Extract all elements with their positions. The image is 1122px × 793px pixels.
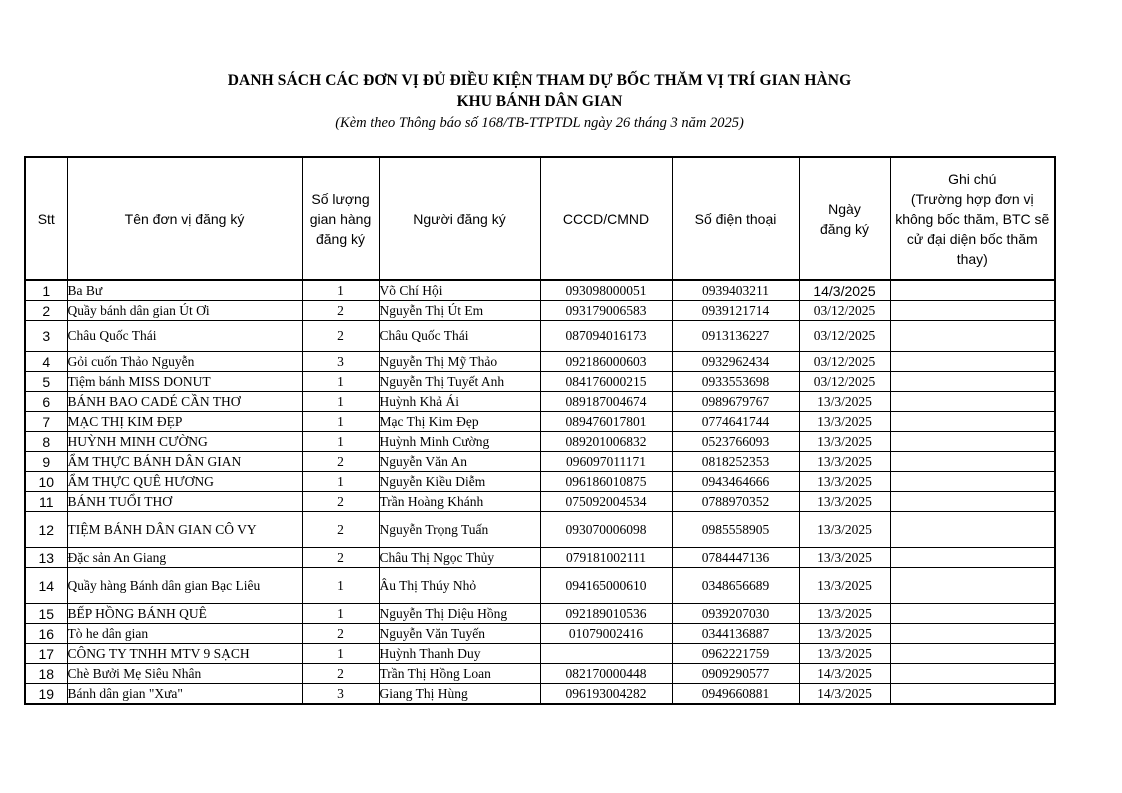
cell-phone: 0939121714: [672, 301, 799, 321]
cell-quantity: 2: [302, 664, 379, 684]
table-row: [25, 352, 1055, 372]
cell-id-card: 092186000603: [540, 352, 672, 372]
cell-stt: 4: [25, 352, 67, 372]
table-row: [25, 412, 1055, 432]
cell-id-card: [540, 644, 672, 664]
cell-name: Quầy bánh dân gian Út Ơi: [67, 301, 302, 321]
cell-phone: 0774641744: [672, 412, 799, 432]
cell-quantity: 1: [302, 372, 379, 392]
cell-name: BẾP HỒNG BÁNH QUÊ: [67, 604, 302, 624]
cell-stt: 2: [25, 301, 67, 321]
document-title-line2: KHU BÁNH DÂN GIAN: [456, 93, 623, 110]
cell-quantity: 2: [302, 452, 379, 472]
cell-stt: 16: [25, 624, 67, 644]
cell-id-card: 089201006832: [540, 432, 672, 452]
cell-note: [890, 301, 1055, 321]
cell-quantity: 1: [302, 604, 379, 624]
cell-phone: 0943464666: [672, 472, 799, 492]
table-row: [25, 644, 1055, 664]
column-header-name: Tên đơn vị đăng ký: [67, 157, 302, 280]
cell-phone: 0523766093: [672, 432, 799, 452]
cell-phone: 0962221759: [672, 644, 799, 664]
cell-quantity: 1: [302, 280, 379, 301]
cell-name: HUỲNH MINH CƯỜNG: [67, 432, 302, 452]
column-header-phone: Số điện thoại: [672, 157, 799, 280]
cell-name: BÁNH BAO CADÉ CẦN THƠ: [67, 392, 302, 412]
cell-registrant: Nguyễn Thị Út Em: [379, 301, 540, 321]
table-row: [25, 280, 1055, 301]
cell-phone: 0344136887: [672, 624, 799, 644]
cell-id-card: 093098000051: [540, 280, 672, 301]
cell-name: Tò he dân gian: [67, 624, 302, 644]
cell-quantity: 1: [302, 472, 379, 492]
cell-date: 13/3/2025: [799, 452, 890, 472]
table-row: [25, 492, 1055, 512]
cell-stt: 19: [25, 684, 67, 705]
cell-note: [890, 568, 1055, 604]
cell-id-card: 093070006098: [540, 512, 672, 548]
cell-name: Quầy hàng Bánh dân gian Bạc Liêu: [67, 568, 302, 604]
cell-registrant: Âu Thị Thúy Nhỏ: [379, 568, 540, 604]
column-header-stt: Stt: [25, 157, 67, 280]
cell-registrant: Nguyễn Trọng Tuấn: [379, 512, 540, 548]
cell-name: Tiệm bánh MISS DONUT: [67, 372, 302, 392]
cell-quantity: 2: [302, 548, 379, 568]
cell-date: 13/3/2025: [799, 432, 890, 452]
cell-date: 13/3/2025: [799, 472, 890, 492]
table-row: [25, 604, 1055, 624]
cell-note: [890, 684, 1055, 705]
cell-phone: 0939403211: [672, 280, 799, 301]
cell-stt: 5: [25, 372, 67, 392]
cell-name: Đặc sản An Giang: [67, 548, 302, 568]
cell-date: 13/3/2025: [799, 644, 890, 664]
cell-stt: 15: [25, 604, 67, 624]
cell-name: Ba Bư: [67, 280, 302, 301]
cell-registrant: Huỳnh Khả Ái: [379, 392, 540, 412]
cell-registrant: Nguyễn Văn Tuyến: [379, 624, 540, 644]
cell-date: 03/12/2025: [799, 352, 890, 372]
table-row: [25, 472, 1055, 492]
cell-id-card: 084176000215: [540, 372, 672, 392]
cell-id-card: 079181002111: [540, 548, 672, 568]
cell-stt: 14: [25, 568, 67, 604]
cell-note: [890, 280, 1055, 301]
column-header-id-card: CCCD/CMND: [540, 157, 672, 280]
cell-date: 13/3/2025: [799, 548, 890, 568]
cell-note: [890, 604, 1055, 624]
cell-quantity: 1: [302, 644, 379, 664]
cell-quantity: 1: [302, 432, 379, 452]
cell-name: Chè Bưởi Mẹ Siêu Nhân: [67, 664, 302, 684]
column-header-quantity: Số lượng gian hàng đăng ký: [302, 157, 379, 280]
cell-phone: 0788970352: [672, 492, 799, 512]
cell-id-card: 087094016173: [540, 321, 672, 352]
cell-id-card: 089187004674: [540, 392, 672, 412]
cell-date: 13/3/2025: [799, 492, 890, 512]
cell-date: 13/3/2025: [799, 392, 890, 412]
table-row: [25, 664, 1055, 684]
cell-date: 14/3/2025: [799, 280, 890, 301]
cell-date: 14/3/2025: [799, 664, 890, 684]
cell-phone: 0985558905: [672, 512, 799, 548]
cell-quantity: 2: [302, 321, 379, 352]
registration-table: [24, 156, 1056, 705]
cell-phone: 0348656689: [672, 568, 799, 604]
cell-registrant: Trần Hoàng Khánh: [379, 492, 540, 512]
cell-id-card: 093179006583: [540, 301, 672, 321]
cell-name: ẨM THỰC BÁNH DÂN GIAN: [67, 452, 302, 472]
cell-phone: 0949660881: [672, 684, 799, 705]
cell-note: [890, 512, 1055, 548]
table-row: [25, 452, 1055, 472]
cell-name: MẠC THỊ KIM ĐẸP: [67, 412, 302, 432]
cell-phone: 0989679767: [672, 392, 799, 412]
table-row: [25, 301, 1055, 321]
cell-phone: 0909290577: [672, 664, 799, 684]
cell-note: [890, 412, 1055, 432]
cell-date: 13/3/2025: [799, 624, 890, 644]
cell-stt: 18: [25, 664, 67, 684]
cell-note: [890, 664, 1055, 684]
cell-stt: 8: [25, 432, 67, 452]
cell-registrant: Huỳnh Thanh Duy: [379, 644, 540, 664]
cell-name: ẨM THỰC QUÊ HƯƠNG: [67, 472, 302, 492]
cell-name: Châu Quốc Thái: [67, 321, 302, 352]
cell-quantity: 1: [302, 392, 379, 412]
cell-date: 13/3/2025: [799, 412, 890, 432]
cell-note: [890, 432, 1055, 452]
cell-note: [890, 472, 1055, 492]
cell-stt: 7: [25, 412, 67, 432]
cell-quantity: 1: [302, 568, 379, 604]
cell-id-card: 075092004534: [540, 492, 672, 512]
cell-id-card: 096097011171: [540, 452, 672, 472]
table-row: [25, 568, 1055, 604]
cell-phone: 0939207030: [672, 604, 799, 624]
cell-name: TIỆM BÁNH DÂN GIAN CÔ VY: [67, 512, 302, 548]
column-header-registrant: Người đăng ký: [379, 157, 540, 280]
table-row: [25, 372, 1055, 392]
cell-stt: 3: [25, 321, 67, 352]
cell-quantity: 2: [302, 492, 379, 512]
cell-registrant: Mạc Thị Kim Đẹp: [379, 412, 540, 432]
cell-quantity: 2: [302, 624, 379, 644]
cell-date: 13/3/2025: [799, 568, 890, 604]
cell-date: 03/12/2025: [799, 321, 890, 352]
document-title-line1: DANH SÁCH CÁC ĐƠN VỊ ĐỦ ĐIỀU KIỆN THAM DỰ BỐC THĂM VỊ TRÍ GIAN HÀNG: [227, 72, 852, 89]
cell-stt: 12: [25, 512, 67, 548]
document-header: [0, 70, 1079, 134]
cell-registrant: Châu Thị Ngọc Thủy: [379, 548, 540, 568]
cell-stt: 10: [25, 472, 67, 492]
table-row: [25, 321, 1055, 352]
cell-phone: 0932962434: [672, 352, 799, 372]
cell-registrant: Võ Chí Hội: [379, 280, 540, 301]
cell-registrant: Huỳnh Minh Cường: [379, 432, 540, 452]
cell-id-card: 096186010875: [540, 472, 672, 492]
cell-quantity: 1: [302, 412, 379, 432]
cell-stt: 13: [25, 548, 67, 568]
cell-note: [890, 392, 1055, 412]
cell-stt: 1: [25, 280, 67, 301]
cell-note: [890, 372, 1055, 392]
cell-note: [890, 624, 1055, 644]
table-row: [25, 548, 1055, 568]
cell-name: CÔNG TY TNHH MTV 9 SẠCH: [67, 644, 302, 664]
cell-date: 03/12/2025: [799, 372, 890, 392]
cell-note: [890, 492, 1055, 512]
table-header-row: [25, 157, 1055, 280]
cell-registrant: Nguyễn Kiều Diễm: [379, 472, 540, 492]
cell-registrant: Nguyễn Thị Mỹ Thảo: [379, 352, 540, 372]
cell-date: 13/3/2025: [799, 512, 890, 548]
cell-stt: 17: [25, 644, 67, 664]
column-header-date: Ngày đăng ký: [799, 157, 890, 280]
cell-date: 14/3/2025: [799, 684, 890, 705]
cell-quantity: 2: [302, 301, 379, 321]
cell-registrant: Giang Thị Hùng: [379, 684, 540, 705]
table-row: [25, 392, 1055, 412]
cell-phone: 0818252353: [672, 452, 799, 472]
document-subtitle: (Kèm theo Thông báo số 168/TB-TTPTDL ngày 26 tháng 3 năm 2025): [335, 115, 744, 131]
cell-name: Bánh dân gian "Xưa": [67, 684, 302, 705]
cell-name: Gỏi cuốn Thảo Nguyễn: [67, 352, 302, 372]
table-row: [25, 432, 1055, 452]
cell-date: 13/3/2025: [799, 604, 890, 624]
cell-note: [890, 548, 1055, 568]
cell-phone: 0933553698: [672, 372, 799, 392]
cell-note: [890, 452, 1055, 472]
cell-id-card: 094165000610: [540, 568, 672, 604]
cell-note: [890, 352, 1055, 372]
cell-registrant: Trần Thị Hồng Loan: [379, 664, 540, 684]
cell-phone: 0784447136: [672, 548, 799, 568]
cell-id-card: 089476017801: [540, 412, 672, 432]
table-row: [25, 512, 1055, 548]
table-row: [25, 684, 1055, 705]
cell-stt: 9: [25, 452, 67, 472]
table-row: [25, 624, 1055, 644]
cell-name: BÁNH TUỔI THƠ: [67, 492, 302, 512]
cell-quantity: 3: [302, 352, 379, 372]
cell-registrant: Nguyễn Thị Diệu Hồng: [379, 604, 540, 624]
cell-stt: 11: [25, 492, 67, 512]
cell-id-card: 096193004282: [540, 684, 672, 705]
cell-registrant: Nguyễn Thị Tuyết Anh: [379, 372, 540, 392]
cell-note: [890, 644, 1055, 664]
cell-registrant: Nguyễn Văn An: [379, 452, 540, 472]
cell-id-card: 01079002416: [540, 624, 672, 644]
cell-phone: 0913136227: [672, 321, 799, 352]
cell-quantity: 2: [302, 512, 379, 548]
cell-id-card: 082170000448: [540, 664, 672, 684]
cell-note: [890, 321, 1055, 352]
cell-quantity: 3: [302, 684, 379, 705]
cell-id-card: 092189010536: [540, 604, 672, 624]
cell-registrant: Châu Quốc Thái: [379, 321, 540, 352]
cell-stt: 6: [25, 392, 67, 412]
column-header-note: Ghi chú (Trường hợp đơn vị không bốc thăm, BTC sẽ cử đại diện bốc thăm thay): [890, 157, 1055, 280]
cell-date: 03/12/2025: [799, 301, 890, 321]
